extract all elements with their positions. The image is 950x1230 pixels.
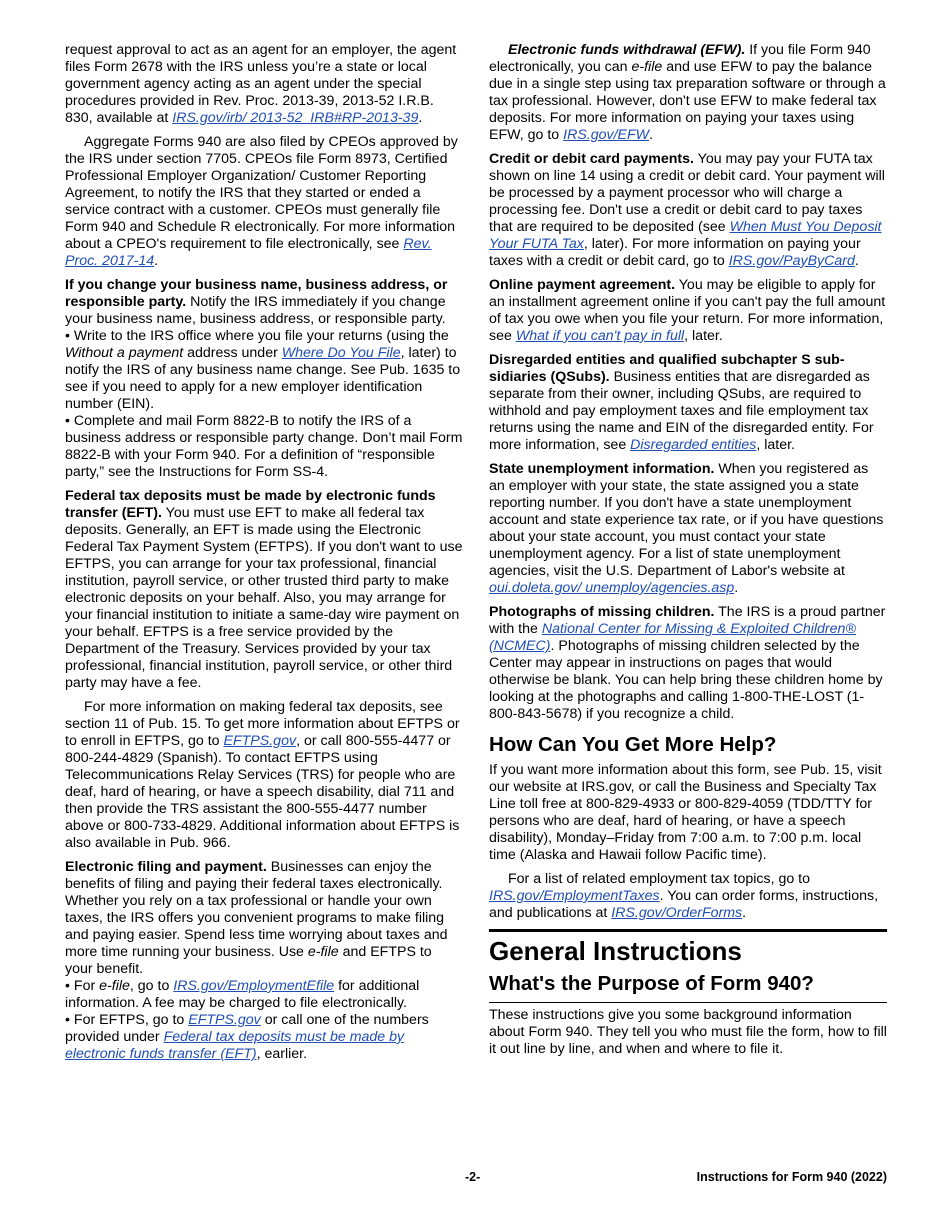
paragraph-purpose: These instructions give you some background information about Form 940. They tell you who must file the form, how to fill it out line by line, and when and where to file it.	[489, 1007, 887, 1057]
heading-disregarded-entities: Disregarded entities and qualified subchapter S subsidiaries (QSubs).	[489, 352, 845, 385]
paragraph-eft-deposits: Federal tax deposits must be made by electronic funds transfer (EFT). You must use EFT to make all federal tax deposits. Generally, an EFT is made using the Electronic Federal Tax Payment System (EFTPS). If you don't want to use EFTPS, you can arrange for your tax professional, financial institution, payroll service, or other trusted third party to make electronic deposits on your behalf. Also, you may arrange for your financial institution to initiate a same-day wire payment on your behalf. EFTPS is a free service provided by the Department of the Treasury. Services provided by your tax professional, financial institution, payroll service, or other third party may have a fee.	[65, 488, 463, 691]
heading-eft-deposits: Federal tax deposits must be made by electronic funds transfer (EFT).	[65, 488, 436, 521]
paragraph-card-payments: Credit or debit card payments. You may pay your FUTA tax shown on line 14 using a credit or debit card. Your payment will be processed by a payment processor who will charge a processing fee. Don't use a credit or debit card to pay taxes that are required to be deposited (see When Must You Deposit Your FUTA Tax, later). For more information on paying your taxes with a credit or debit card, go to IRS.gov/PayByCard.	[489, 151, 885, 269]
link-pay-by-card[interactable]: IRS.gov/PayByCard	[728, 253, 855, 269]
section-heading-general-instructions: General Instructions	[489, 936, 742, 966]
link-where-do-you-file[interactable]: Where Do You File	[281, 345, 401, 361]
paragraph-state-unemployment: State unemployment information. When you registered as an employer with your state, the state assigned you a state reporting number. If you don't have a state unemployment account and state experience tax rate, or if you have questions about your state account, you must contact your state unemployment agency. For a list of state unemployment agencies, visit the U.S. Department of Labor's website at oui.doleta.gov/ unemploy/agencies.asp.	[489, 461, 884, 596]
paragraph-online-payment: Online payment agreement. You may be eligible to apply for an installment agreement online if you can't pay the full amount of tax you owe when you file your return. For more information, see What if you can't pay in full, later.	[489, 277, 886, 344]
link-when-must-you-deposit[interactable]: When Must You Deposit Your FUTA Tax	[489, 219, 882, 252]
link-irs-irb[interactable]: IRS.gov/irb/ 2013-52_IRB#RP-2013-39	[172, 110, 419, 126]
paragraph-aggregate-forms: Aggregate Forms 940 are also filed by CPEOs approved by the IRS under section 7705. CPEOs file Form 8973, Certified Professional Employer Organization/ Customer Reporting Agreement, to notify the IRS that they started or ended a service contract with a customer. CPEOs must generally file Form 940 and Schedule R electronically. For more information about a CPEO's requirement to file electronically, see Rev. Proc. 2017-14.	[65, 134, 458, 269]
section-heading-more-help: How Can You Get More Help?	[489, 733, 777, 756]
heading-missing-children: Photographs of missing children.	[489, 604, 715, 620]
page-number: -2-	[465, 1170, 481, 1184]
right-column	[489, 42, 887, 1065]
bullet-write-irs-office: • Write to the IRS office where you file your returns (using the Without a payment address under Where Do You File, later) to notify the IRS of any business name change. See Pub. 1635 to see if you need to apply for a new employer identification number (EIN).	[65, 328, 461, 412]
bullet-efile: • For e-file, go to IRS.gov/EmploymentEfile for additional information. A fee may be charged to file electronically.	[65, 978, 420, 1011]
paragraph-more-help: If you want more information about this form, see Pub. 15, visit our website at IRS.gov, or call the Business and Specialty Tax Line toll free at 800-829-4933 or 800-829-4059 (TDD/TTY for persons who are deaf, hard of hearing, or have a speech disability), Monday–Friday from 7:00 a.m. to 7:00 p.m. local time (Alaska and Hawaii follow Pacific time).	[489, 762, 882, 863]
link-order-forms[interactable]: IRS.gov/OrderForms	[611, 905, 743, 921]
paragraph-electronic-filing: Electronic filing and payment. Businesses can enjoy the benefits of filing and paying their federal taxes electronically. Whether you rely on a tax professional or handle your own taxes, the IRS offers you convenient programs to make filing and paying easier. Spend less time worrying about taxes and more time running your business. Use e-file and EFTPS to your benefit.	[65, 859, 448, 977]
section-divider	[489, 929, 887, 932]
link-disregarded-entities[interactable]: Disregarded entities	[630, 437, 757, 453]
bullet-eftps: • For EFTPS, go to EFTPS.gov or call one of the numbers provided under Federal tax deposits must be made by electronic funds transfer (EFT), earlier.	[65, 1012, 429, 1062]
link-eftps-gov-2[interactable]: EFTPS.gov	[188, 1012, 261, 1028]
heading-card-payments: Credit or debit card payments.	[489, 151, 694, 167]
paragraph-eftps-info: For more information on making federal tax deposits, see section 11 of Pub. 15. To get more information about EFTPS or to enroll in EFTPS, go to EFTPS.gov, or call 800-555-4477 or 800-244-4829 (Spanish). To contact EFTPS using Telecommunications Relay Services (TRS) for people who are deaf, hard of hearing, or have a speech disability, dial 711 and then provide the TRS assistant the 800-555-4477 number above or 800-733-4829. Additional information about EFTPS is also available in Pub. 966.	[65, 699, 460, 851]
bullet-form-8822b: • Complete and mail Form 8822-B to notify the IRS of a business address or responsible party change. Don’t mail Form 8822-B with your Form 940. For a definition of “responsible party,” see the Instructions for Form SS-4.	[65, 413, 463, 480]
heading-efw: Electronic funds withdrawal (EFW).	[508, 42, 746, 58]
footer-title: Instructions for Form 940 (2022)	[696, 1170, 887, 1184]
paragraph-missing-children: Photographs of missing children. The IRS is a proud partner with the National Center for Missing & Exploited Children® (NCMEC). Photographs of missing children selected by the Center may appear in instructions on pages that would otherwise be blank. You can help bring these children home by looking at the photographs and calling 1-800-THE-LOST (1-800-843-5678) if you recognize a child.	[489, 604, 886, 722]
left-column	[65, 42, 463, 1063]
link-employment-taxes[interactable]: IRS.gov/EmploymentTaxes	[489, 888, 660, 904]
paragraph-agent-request: request approval to act as an agent for an employer, the agent files Form 2678 with the IRS unless you’re a state or local government agency acting as an agent under the special procedures provided in Rev. Proc. 2013-39, 2013-52 I.R.B. 830, available at IRS.gov/irb/ 2013-52_IRB#RP-2013-39.	[65, 42, 457, 126]
paragraph-related-topics: For a list of related employment tax topics, go to IRS.gov/EmploymentTaxes. You can order forms, instructions, and publications at IRS.gov/OrderForms.	[489, 871, 879, 921]
link-irs-efw[interactable]: IRS.gov/EFW	[563, 127, 650, 143]
section-heading-purpose: What's the Purpose of Form 940?	[489, 972, 887, 1003]
heading-state-unemployment: State unemployment information.	[489, 461, 715, 477]
link-rev-proc-2017-14[interactable]: Rev. Proc. 2017-14	[65, 236, 432, 269]
heading-change-business-name: If you change your business name, business address, or responsible party.	[65, 277, 448, 310]
link-doleta[interactable]: oui.doleta.gov/ unemploy/agencies.asp	[489, 580, 735, 596]
paragraph-change-business-name: If you change your business name, business address, or responsible party. Notify the IRS immediately if you change your business name, business address, or responsible party.	[65, 277, 448, 327]
link-employment-efile[interactable]: IRS.gov/EmploymentEfile	[173, 978, 335, 994]
link-ncmec[interactable]: National Center for Missing & Exploited Children® (NCMEC)	[489, 621, 856, 654]
link-cant-pay-in-full[interactable]: What if you can't pay in full	[515, 328, 685, 344]
heading-online-payment: Online payment agreement.	[489, 277, 676, 293]
paragraph-disregarded-entities: Disregarded entities and qualified subchapter S subsidiaries (QSubs). Business entities that are disregarded as separate from their owner, including QSubs, are required to withhold and pay employment taxes and file employment tax returns using the name and EIN of the disregarded entity. For more information, see Disregarded entities, later.	[489, 352, 874, 453]
link-federal-tax-deposits[interactable]: Federal tax deposits must be made by electronic funds transfer (EFT)	[65, 1029, 405, 1062]
paragraph-efw: Electronic funds withdrawal (EFW). If you file Form 940 electronically, you can e-file and use EFW to pay the balance due in a single step using tax preparation software or through a tax professional. However, don't use EFW to make federal tax deposits. For more information on paying your taxes using EFW, go to IRS.gov/EFW.	[489, 42, 886, 143]
heading-electronic-filing: Electronic filing and payment.	[65, 859, 267, 875]
link-eftps-gov[interactable]: EFTPS.gov	[223, 733, 297, 749]
